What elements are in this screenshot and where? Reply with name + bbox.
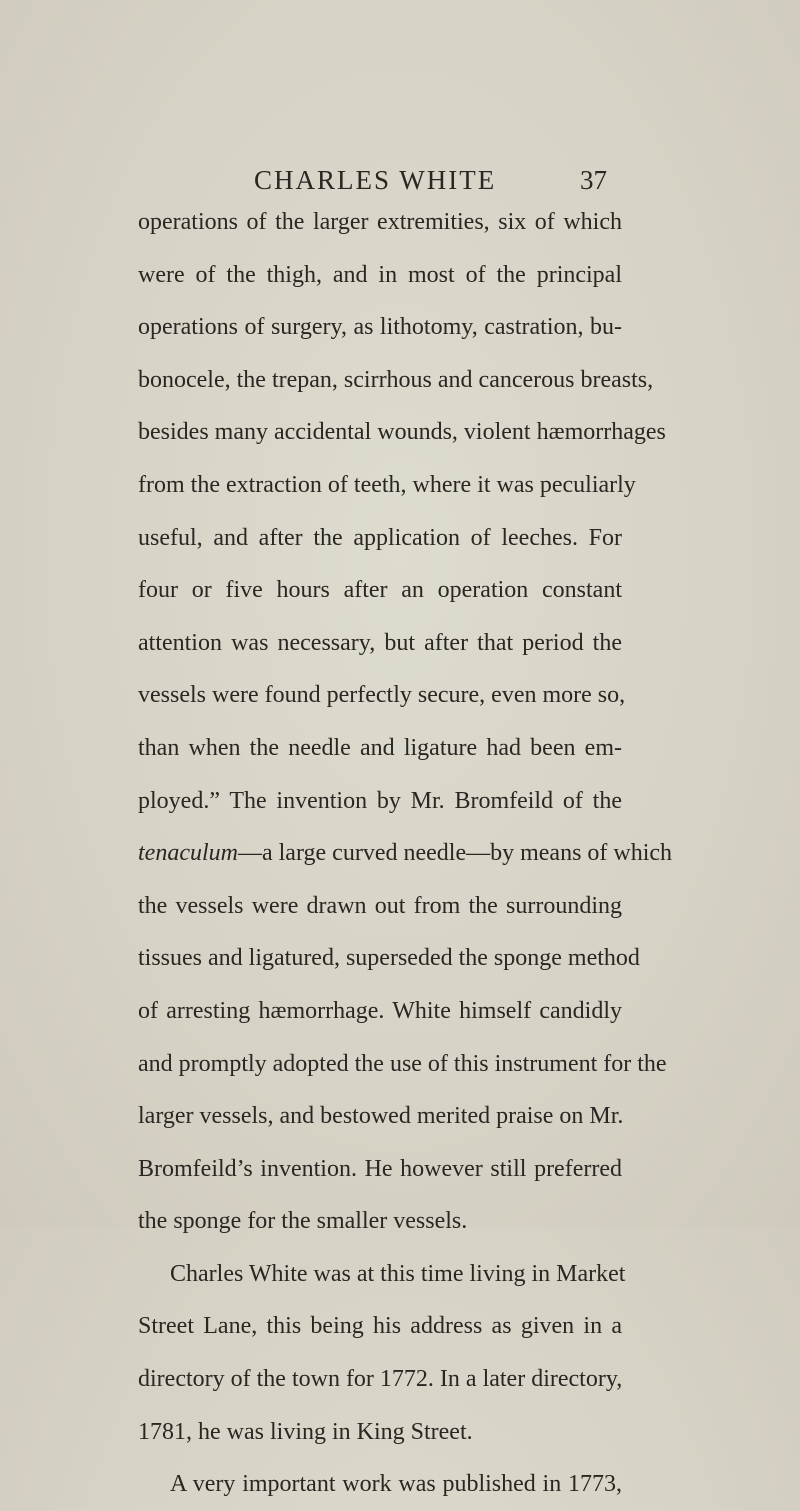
text-line: besides many accidental wounds, violent hæmorrhages	[138, 419, 666, 446]
text-line: directory of the town for 1772. In a later directory,	[138, 1366, 623, 1393]
text-line	[138, 827, 673, 880]
text-line: bonocele, the trepan, scirrhous and cancerous breasts,	[138, 366, 654, 393]
italic-term: tenaculum	[138, 840, 238, 867]
text-line: attention was necessary, but after that period the	[138, 629, 622, 656]
text-line: the vessels were drawn out from the surrounding	[138, 892, 622, 919]
paragraph-end-line: 1781, he was living in King Street.	[138, 1418, 473, 1445]
text-line: were of the thigh, and in most of the principal	[138, 261, 622, 288]
text-line: useful, and after the application of leeches. For	[138, 524, 622, 551]
page-number: 37	[580, 165, 607, 195]
text-line: ployed.” The invention by Mr. Bromfeild of the	[138, 787, 622, 814]
text-line: tissues and ligatured, superseded the sponge method	[138, 945, 640, 972]
line-rest: —a large curved needle—by means of which	[237, 840, 673, 867]
text-line: operations of surgery, as lithotomy, castration, bu-	[138, 314, 622, 341]
text-line: larger vessels, and bestowed merited praise on Mr.	[138, 1103, 624, 1130]
paragraph-end-line: the sponge for the smaller vessels.	[138, 1208, 468, 1235]
text-line: A very important work was published in 1773,	[170, 1471, 622, 1498]
text-line: Street Lane, this being his address as given in a	[138, 1313, 622, 1340]
text-line: and promptly adopted the use of this instrument for the	[138, 1050, 667, 1077]
text-line: vessels were found perfectly secure, even more so,	[138, 682, 626, 709]
running-title: CHARLES WHITE	[254, 165, 497, 195]
running-head	[0, 160, 800, 200]
text-line: than when the needle and ligature had been em-	[138, 734, 622, 761]
text-line: Charles White was at this time living in Market	[170, 1260, 626, 1287]
text-line: four or five hours after an operation constant	[138, 577, 622, 604]
body-text	[138, 196, 673, 1511]
text-line: of arresting hæmorrhage. White himself candidly	[138, 997, 622, 1024]
text-line: Bromfeild’s invention. He however still preferred	[138, 1155, 622, 1182]
text-line: operations of the larger extremities, six of which	[138, 209, 622, 235]
text-line: from the extraction of teeth, where it was peculiarly	[138, 471, 636, 498]
